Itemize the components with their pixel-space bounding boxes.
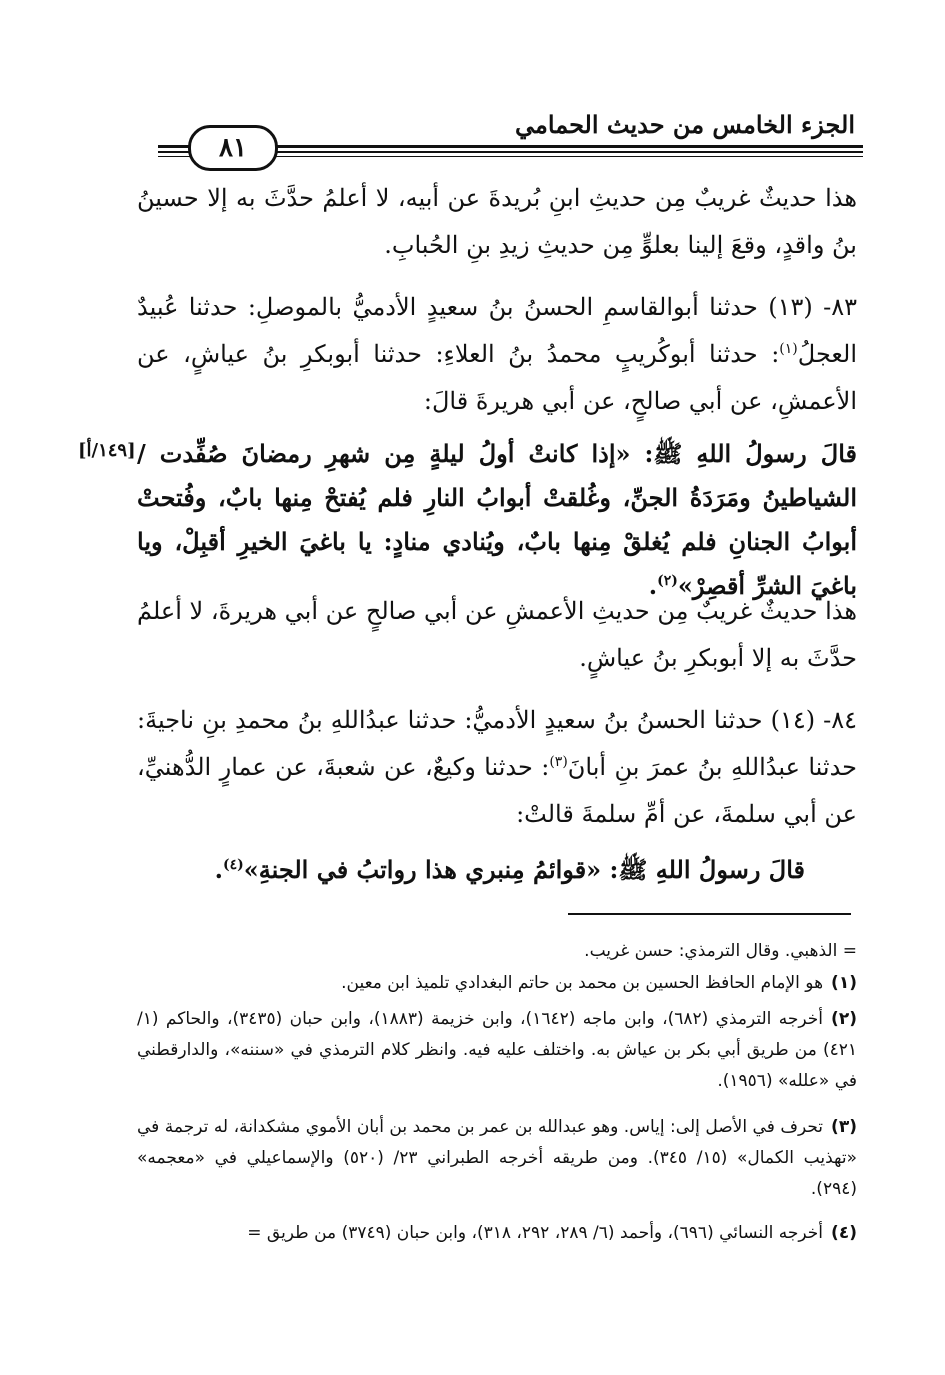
paragraph-after-quote: هذا حديثٌ غريبٌ مِن حديثِ الأعمشِ عن أبي صالحٍ عن أبي هريرةَ، لا أعلمُ حدَّثَ به إلا أبوبكرِ بنُ عياشٍ. xyxy=(137,597,857,672)
footnote-number: (٤) xyxy=(831,1223,857,1243)
footnote-1 xyxy=(137,968,857,999)
manuscript-folio-ref: [١٤٩/أ] xyxy=(78,440,136,461)
footnote-text: تحرف في الأصل إلى: إياس. وهو عبدالله بن عمر بن محمد بن أبان الأموي مشكدانة، له ترجمة في «تهذيب الكمال» (١٥/ ٣٤٥). ومن طريقه أخرجه الطبراني ٢٣/ (٥٢٠) والإسماعيلي في «معجمه» (٢٩٤). xyxy=(137,1117,857,1199)
footnote-ref-2[interactable]: (٢) xyxy=(657,573,678,589)
footnote-ref-3[interactable]: (٣) xyxy=(549,754,568,770)
footnote-text: هو الإمام الحافظ الحسين بن محمد بن حاتم البغدادي تلميذ ابن معين. xyxy=(341,973,824,993)
footnote-ref-1[interactable]: (١) xyxy=(779,341,798,357)
paragraph-hadith-84 xyxy=(137,697,857,838)
footnote-3 xyxy=(137,1112,857,1205)
footnote-number: (١) xyxy=(831,973,857,993)
quote-hadith-83: قالَ رسولُ اللهِ ﷺ: «إذا كانتْ أولُ ليلةٍ مِن شهرِ رمضانَ صُفِّدت / الشياطينُ ومَرَدَةُ الجنِّ، وغُلقتْ أبوابُ النارِ فلم يُفتحْ مِنها بابٌ، وفُتحتْ أبوابُ الجنانِ فلم يُغلقْ مِنها بابٌ، ويُنادي منادٍ: يا باغيَ الخيرِ أقبِلْ، ويا باغيَ الشرِّ أقصِرْ»$^{(٢)}$. xyxy=(137,439,857,600)
paragraph-hadith-84-start: ٨٤- (١٤) حدثنا الحسنُ بنُ سعيدٍ الأدميُّ: حدثنا عبدُاللهِ بنُ محمدِ بنِ ناجيةَ: حدثنا عبدُاللهِ بنُ عمرَ بنِ أبانَ xyxy=(137,706,857,781)
paragraph-hadith-83-rest: : حدثنا أبوكُريبٍ محمدُ بنُ العلاءِ: حدثنا أبوبكرِ بنُ عياشٍ، عن الأعمشِ، عن أبي صالحٍ، عن أبي هريرةَ قالَ: xyxy=(137,340,857,415)
footnote-continuation: = الذهبي. وقال الترمذي: حسن غريب. xyxy=(584,941,857,961)
running-title: الجزء الخامس من حديث الحمامي xyxy=(515,110,855,139)
quote-hadith-84-text: قالَ رسولُ اللهِ ﷺ: «قوائمُ مِنبري هذا رواتبُ في الجنةِ» xyxy=(243,855,805,884)
footnote-divider xyxy=(568,913,851,915)
footnote-number: (٢) xyxy=(831,1009,857,1029)
footnote-number: (٣) xyxy=(831,1117,857,1137)
paragraph-hadith-84-rest: : حدثنا وكيعٌ، عن شعبةَ، عن عمارٍ الدُّهنيِّ، عن أبي سلمةَ، عن أمِّ سلمةَ قالتْ: xyxy=(137,753,857,828)
footnote-text: أخرجه الترمذي (٦٨٢)، وابن ماجه (١٦٤٢)، وابن خزيمة (١٨٨٣)، وابن حبان (٣٤٣٥)، والحاكم (١/ ٤٢١) من طريق أبي بكر بن عياش به. واختلف عليه فيه. وانظر كلام الترمذي في «سننه»، والدارقطني في «علله» (١٩٥٦). xyxy=(137,1009,857,1091)
quote-hadith-83-text: قالَ رسولُ اللهِ ﷺ: «إذا كانتْ أولُ ليلةٍ مِن شهرِ رمضانَ صُفِّدت / الشياطينُ ومَرَدَةُ الجنِّ، وغُلقتْ أبوابُ النارِ فلم يُفتحْ مِنها بابٌ، وفُتحتْ أبوابُ الجنانِ فلم يُغلقْ مِنها بابٌ، ويُنادي منادٍ: يا باغيَ الخيرِ أقبِلْ، ويا باغيَ الشرِّ أقصِرْ» xyxy=(137,439,857,600)
paragraph-hadith-83-start: ٨٣- (١٣) حدثنا أبوالقاسمِ الحسنُ بنُ سعيدٍ الأدميُّ بالموصلِ: حدثنا عُبيدٌ العجلُ xyxy=(137,293,857,368)
paragraph-1: هذا حديثٌ غريبٌ مِن حديثِ ابنِ بُريدةَ عن أبيه، لا أعلمُ حدَّثَ به إلا حسينُ بنُ واقدٍ، وقعَ إلينا بعلوٍّ مِن حديثِ زيدِ بنِ الحُبابِ. xyxy=(137,184,857,259)
footnote-4 xyxy=(137,1218,857,1249)
footnote-text: أخرجه النسائي (٦٩٦)، وأحمد (٦/ ٢٨٩، ٢٩٢، ٣١٨)، وابن حبان (٣٧٤٩) من طريق = xyxy=(247,1223,824,1243)
page-number: ٨١ xyxy=(188,125,278,171)
footnote-ref-4[interactable]: (٤) xyxy=(222,857,244,873)
paragraph-hadith-83 xyxy=(137,284,857,425)
quote-hadith-84: قالَ رسولُ اللهِ ﷺ: «قوائمُ مِنبري هذا رواتبُ في الجنةِ»$^{(٤)}$. xyxy=(214,855,805,884)
footnote-2 xyxy=(137,1004,857,1097)
